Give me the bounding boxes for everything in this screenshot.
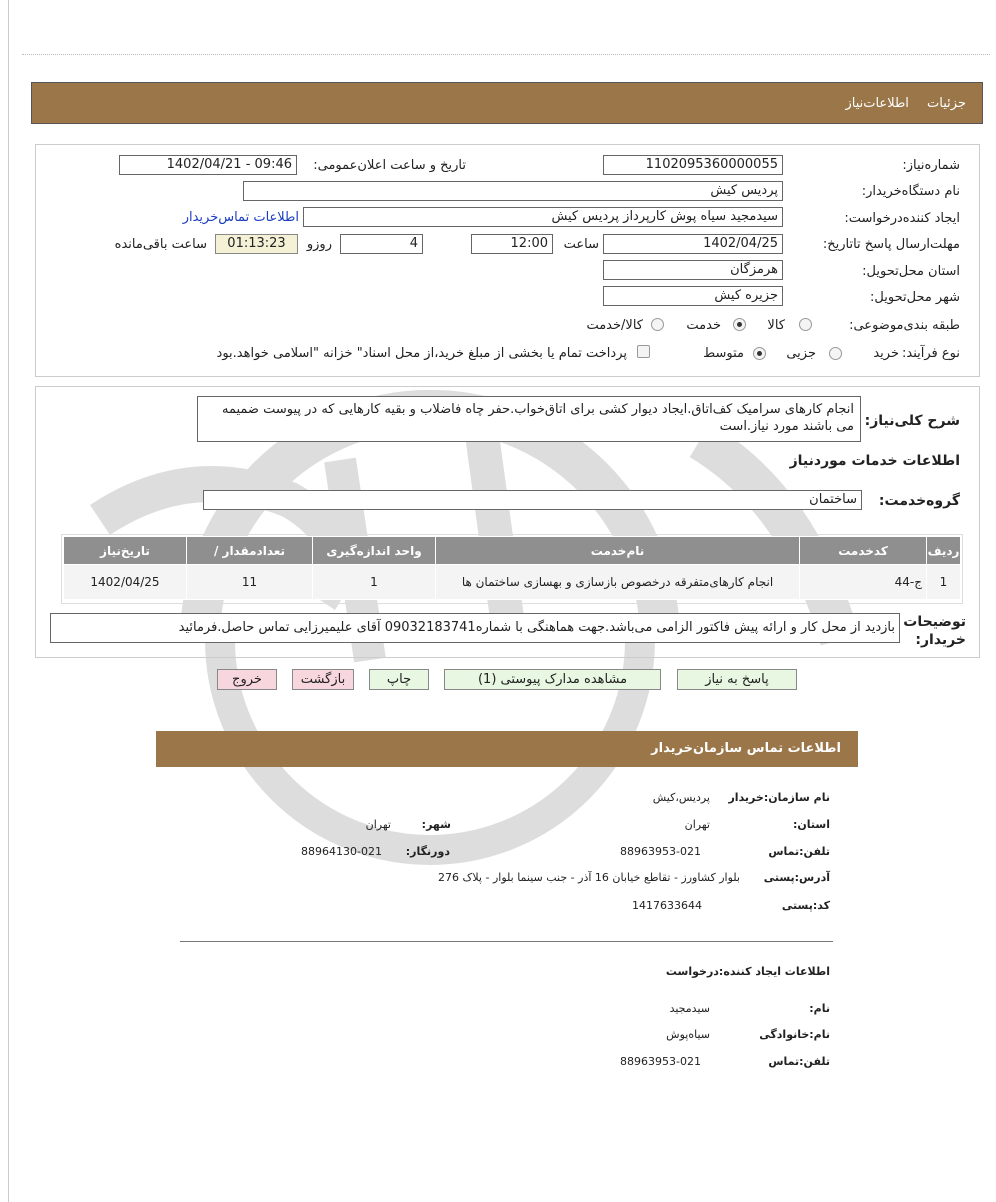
col-unit: واحد اندازه‌گیری xyxy=(313,537,436,565)
col-quantity: تعداد‌مقدار / xyxy=(187,537,313,565)
deadline-date-field: 1402/04/25 xyxy=(603,234,783,254)
city-label: شهر محل‌تحویل: xyxy=(870,290,960,305)
service-table xyxy=(63,536,961,600)
contact-section-title: اطلاعات تماس سازمان‌خریدار xyxy=(651,741,841,756)
creator-field: سیدمجید سیاه پوش کارپرداز پردیس کیش xyxy=(303,207,783,227)
deadline-label: مهلت‌ارسال پاسخ تا‌تاریخ: xyxy=(822,237,960,252)
table-header-row xyxy=(64,537,961,565)
category-goods-service-radio[interactable] xyxy=(651,318,664,331)
need-number-label: شماره‌نیاز: xyxy=(902,158,960,173)
province-field: هرمزگان xyxy=(603,260,783,280)
buyer-notes-box: بازدید از محل کار و ارائه پیش فاکتور الزامی می‌باشد.جهت هماهنگی با شماره09032183741 آقای علیمیرزایی تماس حاصل.فرمائید xyxy=(50,613,900,643)
col-service-name: نام‌خدمت xyxy=(436,537,800,565)
buyer-notes-label: توضیحات خریدار: xyxy=(903,614,966,648)
cell-unit: 1 xyxy=(313,565,436,600)
col-need-date: تاریخ‌نیاز xyxy=(64,537,187,565)
print-button[interactable]: چاپ xyxy=(369,669,429,690)
summary-box: انجام کارهای سرامیک کف‌اتاق.ایجاد دیوار کشی برای اتاق‌خواب.حفر چاه فاضلاب و بقیه کارهایی که در پیوست ضمیمه می باشند مورد نیاز.است xyxy=(197,396,861,442)
cell-need-date: 1402/04/25 xyxy=(64,565,187,600)
creator-phone-value: 88963953-021 xyxy=(620,1055,701,1068)
province-label: استان محل‌تحویل: xyxy=(862,264,960,279)
need-number-field: 1102095360000055 xyxy=(603,155,783,175)
postal-value: 1417633644 xyxy=(632,899,702,912)
org-label: نام سازمان:خریدار xyxy=(728,791,830,804)
treasury-payment-checkbox[interactable] xyxy=(637,345,650,358)
process-value: خرید xyxy=(873,346,899,361)
buyer-contact-link[interactable]: اطلاعات تماس‌خریدار xyxy=(182,210,299,225)
buyer-label: نام دستگاه‌خریدار: xyxy=(861,184,960,199)
cell-quantity: 11 xyxy=(187,565,313,600)
col-service-code: کدخدمت xyxy=(800,537,927,565)
buyer-field: پردیس کیش xyxy=(243,181,783,201)
back-button[interactable]: بازگشت xyxy=(292,669,354,690)
header-bar xyxy=(31,82,983,124)
cell-service-code: ج-44 xyxy=(800,565,927,600)
process-medium-label: متوسط xyxy=(703,346,744,361)
contact-province-label: استان: xyxy=(793,818,830,831)
fax-value: 88964130-021 xyxy=(301,845,382,858)
page-frame-line xyxy=(8,0,9,1202)
treasury-payment-label: پرداخت تمام یا بخشی از مبلغ خرید،از محل اسناد" خزانه "اسلامی خواهد.بود xyxy=(216,346,627,361)
contact-phone-label: تلفن:تماس xyxy=(768,845,830,858)
category-service-radio[interactable] xyxy=(733,318,746,331)
services-heading: اطلاعات خدمات موردنیاز xyxy=(789,453,960,469)
category-label: طبقه بندی‌موضوعی: xyxy=(849,318,960,333)
deadline-time-label: ساعت xyxy=(563,237,599,252)
city-field: جزیره کیش xyxy=(603,286,783,306)
reply-button[interactable]: پاسخ به نیاز xyxy=(677,669,797,690)
breadcrumb-need-info[interactable]: اطلاعات‌نیاز xyxy=(845,96,909,111)
exit-button[interactable]: خروج xyxy=(217,669,277,690)
need-info-panel xyxy=(35,144,980,377)
service-group-field: ساختمان xyxy=(203,490,862,510)
process-minor-radio[interactable] xyxy=(829,347,842,360)
category-goods-service-label: کالا/خدمت xyxy=(586,318,643,333)
org-value: پردیس،کیش xyxy=(652,791,710,804)
announce-field: 1402/04/21 - 09:46 xyxy=(119,155,297,175)
cell-service-name: انجام کارهای‌متفرقه درخصوص بازسازی و بهسازی ساختمان ها xyxy=(436,565,800,600)
creator-label: ایجاد کننده‌درخواست: xyxy=(844,211,960,226)
contact-divider xyxy=(180,941,833,942)
breadcrumb-details[interactable]: جزئیات xyxy=(927,96,966,111)
process-label: نوع فرآیند: xyxy=(902,346,960,361)
contact-section-bar xyxy=(156,731,858,767)
service-group-label: گروه‌خدمت: xyxy=(878,493,960,509)
table-row xyxy=(64,565,961,600)
contact-city-value: تهران xyxy=(365,818,391,831)
address-label: آدرس:پستی xyxy=(763,871,830,884)
contact-city-label: شهر: xyxy=(421,818,451,831)
col-row: ردیف xyxy=(927,537,961,565)
announce-label: تاریخ و ساعت اعلان‌عمومی: xyxy=(313,158,466,173)
top-divider xyxy=(22,54,990,55)
creator-name-label: نام: xyxy=(809,1002,830,1015)
cell-row: 1 xyxy=(927,565,961,600)
contact-phone-value: 88963953-021 xyxy=(620,845,701,858)
remaining-timer: 01:13:23 xyxy=(215,234,298,254)
days-field: 4 xyxy=(340,234,423,254)
summary-label: شرح کلی‌نیاز: xyxy=(864,413,960,429)
days-label: روزو xyxy=(306,237,332,252)
creator-phone-label: تلفن:تماس xyxy=(768,1055,830,1068)
creator-info-heading: اطلاعات ایجاد کننده:درخواست xyxy=(665,965,830,978)
remaining-label: ساعت باقی‌مانده xyxy=(114,237,207,252)
address-value: بلوار کشاورز - تقاطع خیابان 16 آذر - جنب سینما بلوار - پلاک 276 xyxy=(438,871,740,884)
process-minor-label: جزیی xyxy=(786,346,816,361)
creator-family-value: سیاه‌پوش xyxy=(666,1028,710,1041)
category-goods-radio[interactable] xyxy=(799,318,812,331)
process-medium-radio[interactable] xyxy=(753,347,766,360)
fax-label: دورنگار: xyxy=(405,845,450,858)
category-service-label: خدمت xyxy=(686,318,721,333)
creator-name-value: سیدمجید xyxy=(669,1002,710,1015)
creator-family-label: نام:خانوادگی xyxy=(759,1028,830,1041)
category-goods-label: کالا xyxy=(767,318,785,333)
deadline-time-field: 12:00 xyxy=(471,234,553,254)
postal-label: کد:پستی xyxy=(781,899,830,912)
attachments-button[interactable]: مشاهده مدارک پیوستی (1) xyxy=(444,669,661,690)
contact-province-value: تهران xyxy=(684,818,710,831)
